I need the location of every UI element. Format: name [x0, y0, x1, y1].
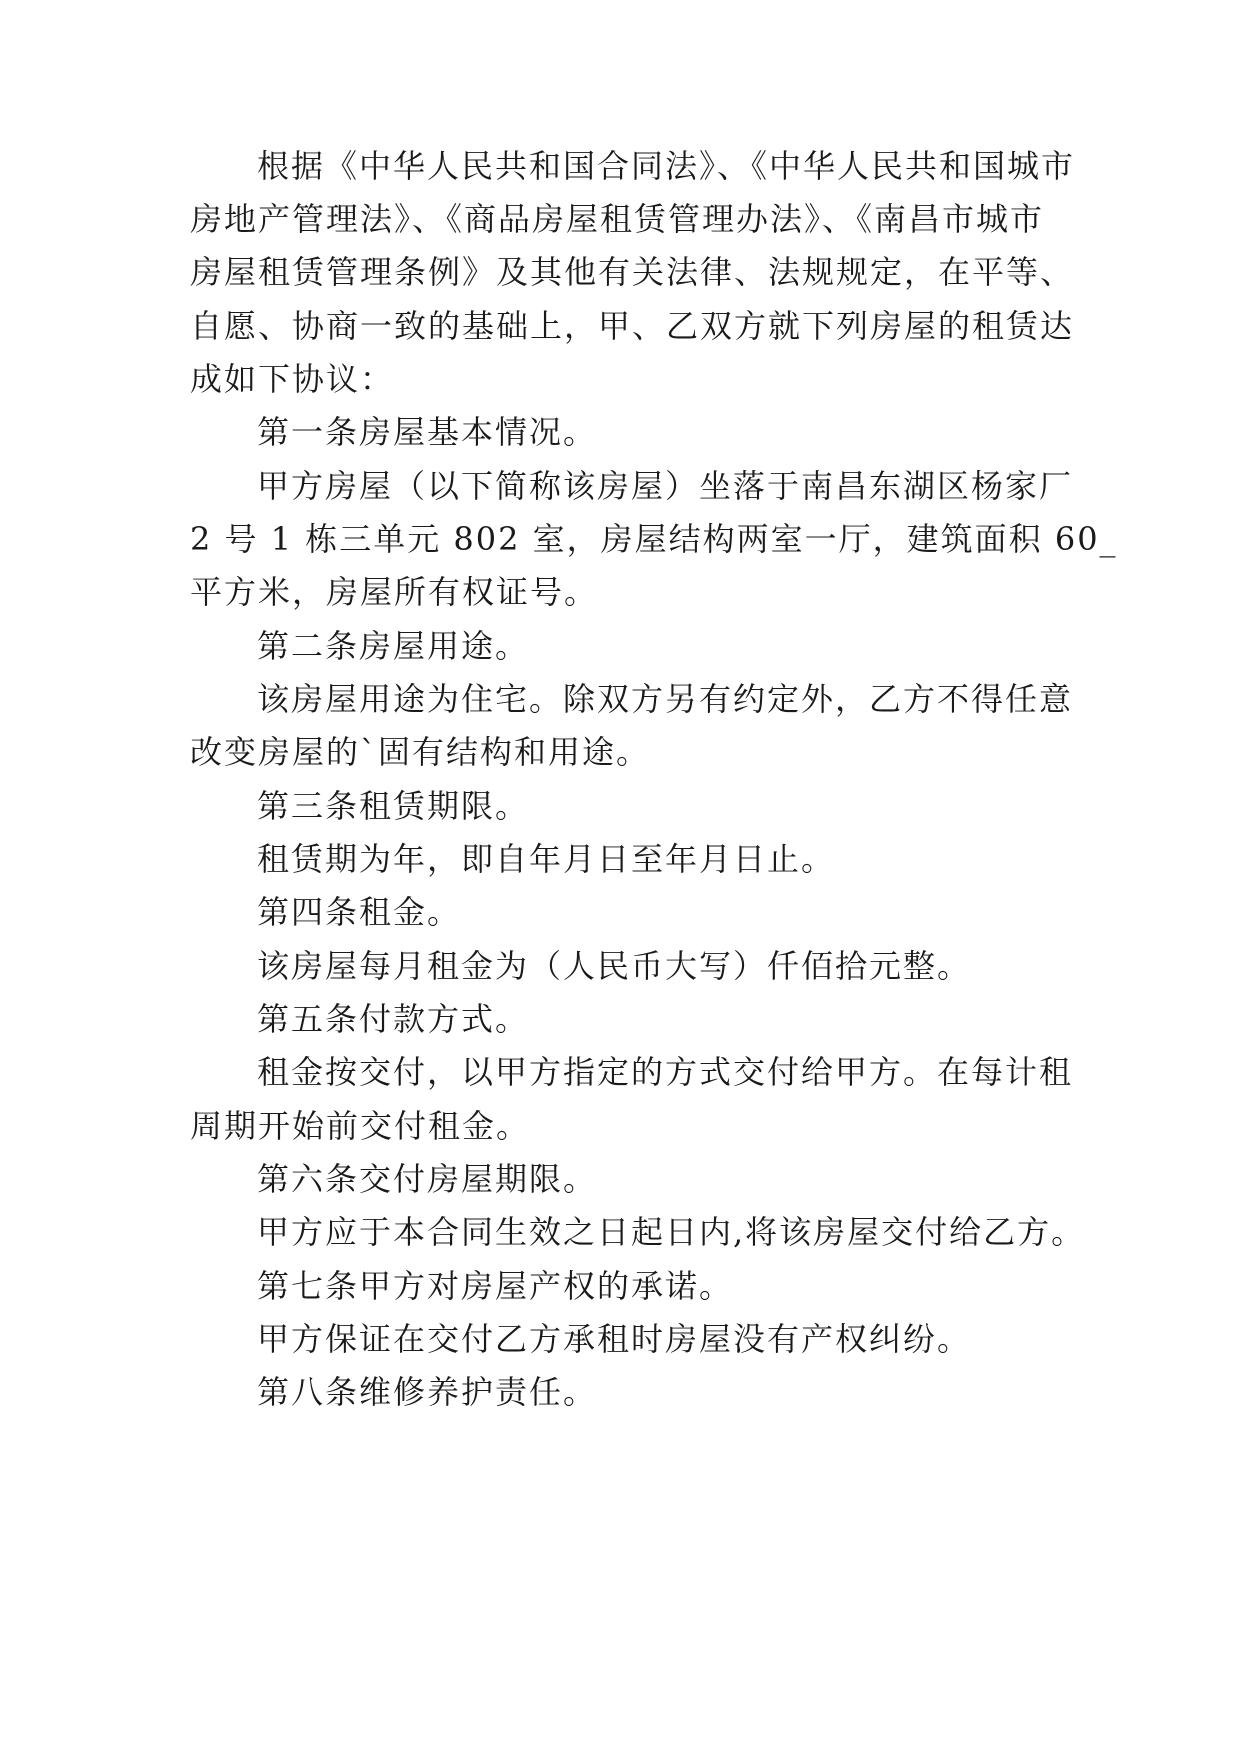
article-2-body-line-2: 改变房屋的`固有结构和用途。: [190, 733, 651, 771]
article-3-body: 租赁期为年，即自年月日至年月日止。: [257, 840, 836, 878]
article-5-body-line-1: 租金按交付，以甲方指定的方式交付给甲方。在每计租: [257, 1053, 1074, 1091]
article-2-body-line-1: 该房屋用途为住宅。除双方另有约定外，乙方不得任意: [257, 680, 1074, 718]
article-8-heading: 第八条维修养护责任。: [257, 1373, 598, 1411]
article-1-heading: 第一条房屋基本情况。: [257, 413, 598, 451]
article-4-body: 该房屋每月租金为（人民币大写）仟佰拾元整。: [257, 947, 972, 985]
article-1-body-line-3: 平方米，房屋所有权证号。: [190, 573, 599, 611]
article-2-heading: 第二条房屋用途。: [257, 627, 530, 665]
article-5-body-line-2: 周期开始前交付租金。: [190, 1107, 531, 1145]
paragraph-intro-line-2: 房地产管理法》、《商品房屋租赁管理办法》、《南昌市城市: [190, 200, 1045, 238]
article-4-heading: 第四条租金。: [257, 893, 462, 931]
paragraph-intro-line-5: 成如下协议：: [190, 360, 395, 398]
article-5-heading: 第五条付款方式。: [257, 1000, 530, 1038]
article-1-body-line-1: 甲方房屋（以下简称该房屋）坐落于南昌东湖区杨家厂: [257, 467, 1074, 505]
paragraph-intro-line-1: 根据《中华人民共和国合同法》、《中华人民共和国城市: [257, 147, 1076, 185]
article-6-heading: 第六条交付房屋期限。: [257, 1160, 598, 1198]
article-3-heading: 第三条租赁期限。: [257, 787, 530, 825]
article-1-body-line-2: 2 号 1 栋三单元 802 室，房屋结构两室一厅，建筑面积 60_: [190, 520, 1118, 558]
article-6-body: 甲方应于本合同生效之日起日内,将该房屋交付给乙方。: [257, 1213, 1086, 1251]
article-7-heading: 第七条甲方对房屋产权的承诺。: [257, 1267, 734, 1305]
paragraph-intro-line-3: 房屋租赁管理条例》及其他有关法律、法规规定，在平等、: [190, 253, 1075, 291]
paragraph-intro-line-4: 自愿、协商一致的基础上，甲、乙双方就下列房屋的租赁达: [190, 307, 1075, 345]
article-7-body: 甲方保证在交付乙方承租时房屋没有产权纠纷。: [257, 1320, 972, 1358]
